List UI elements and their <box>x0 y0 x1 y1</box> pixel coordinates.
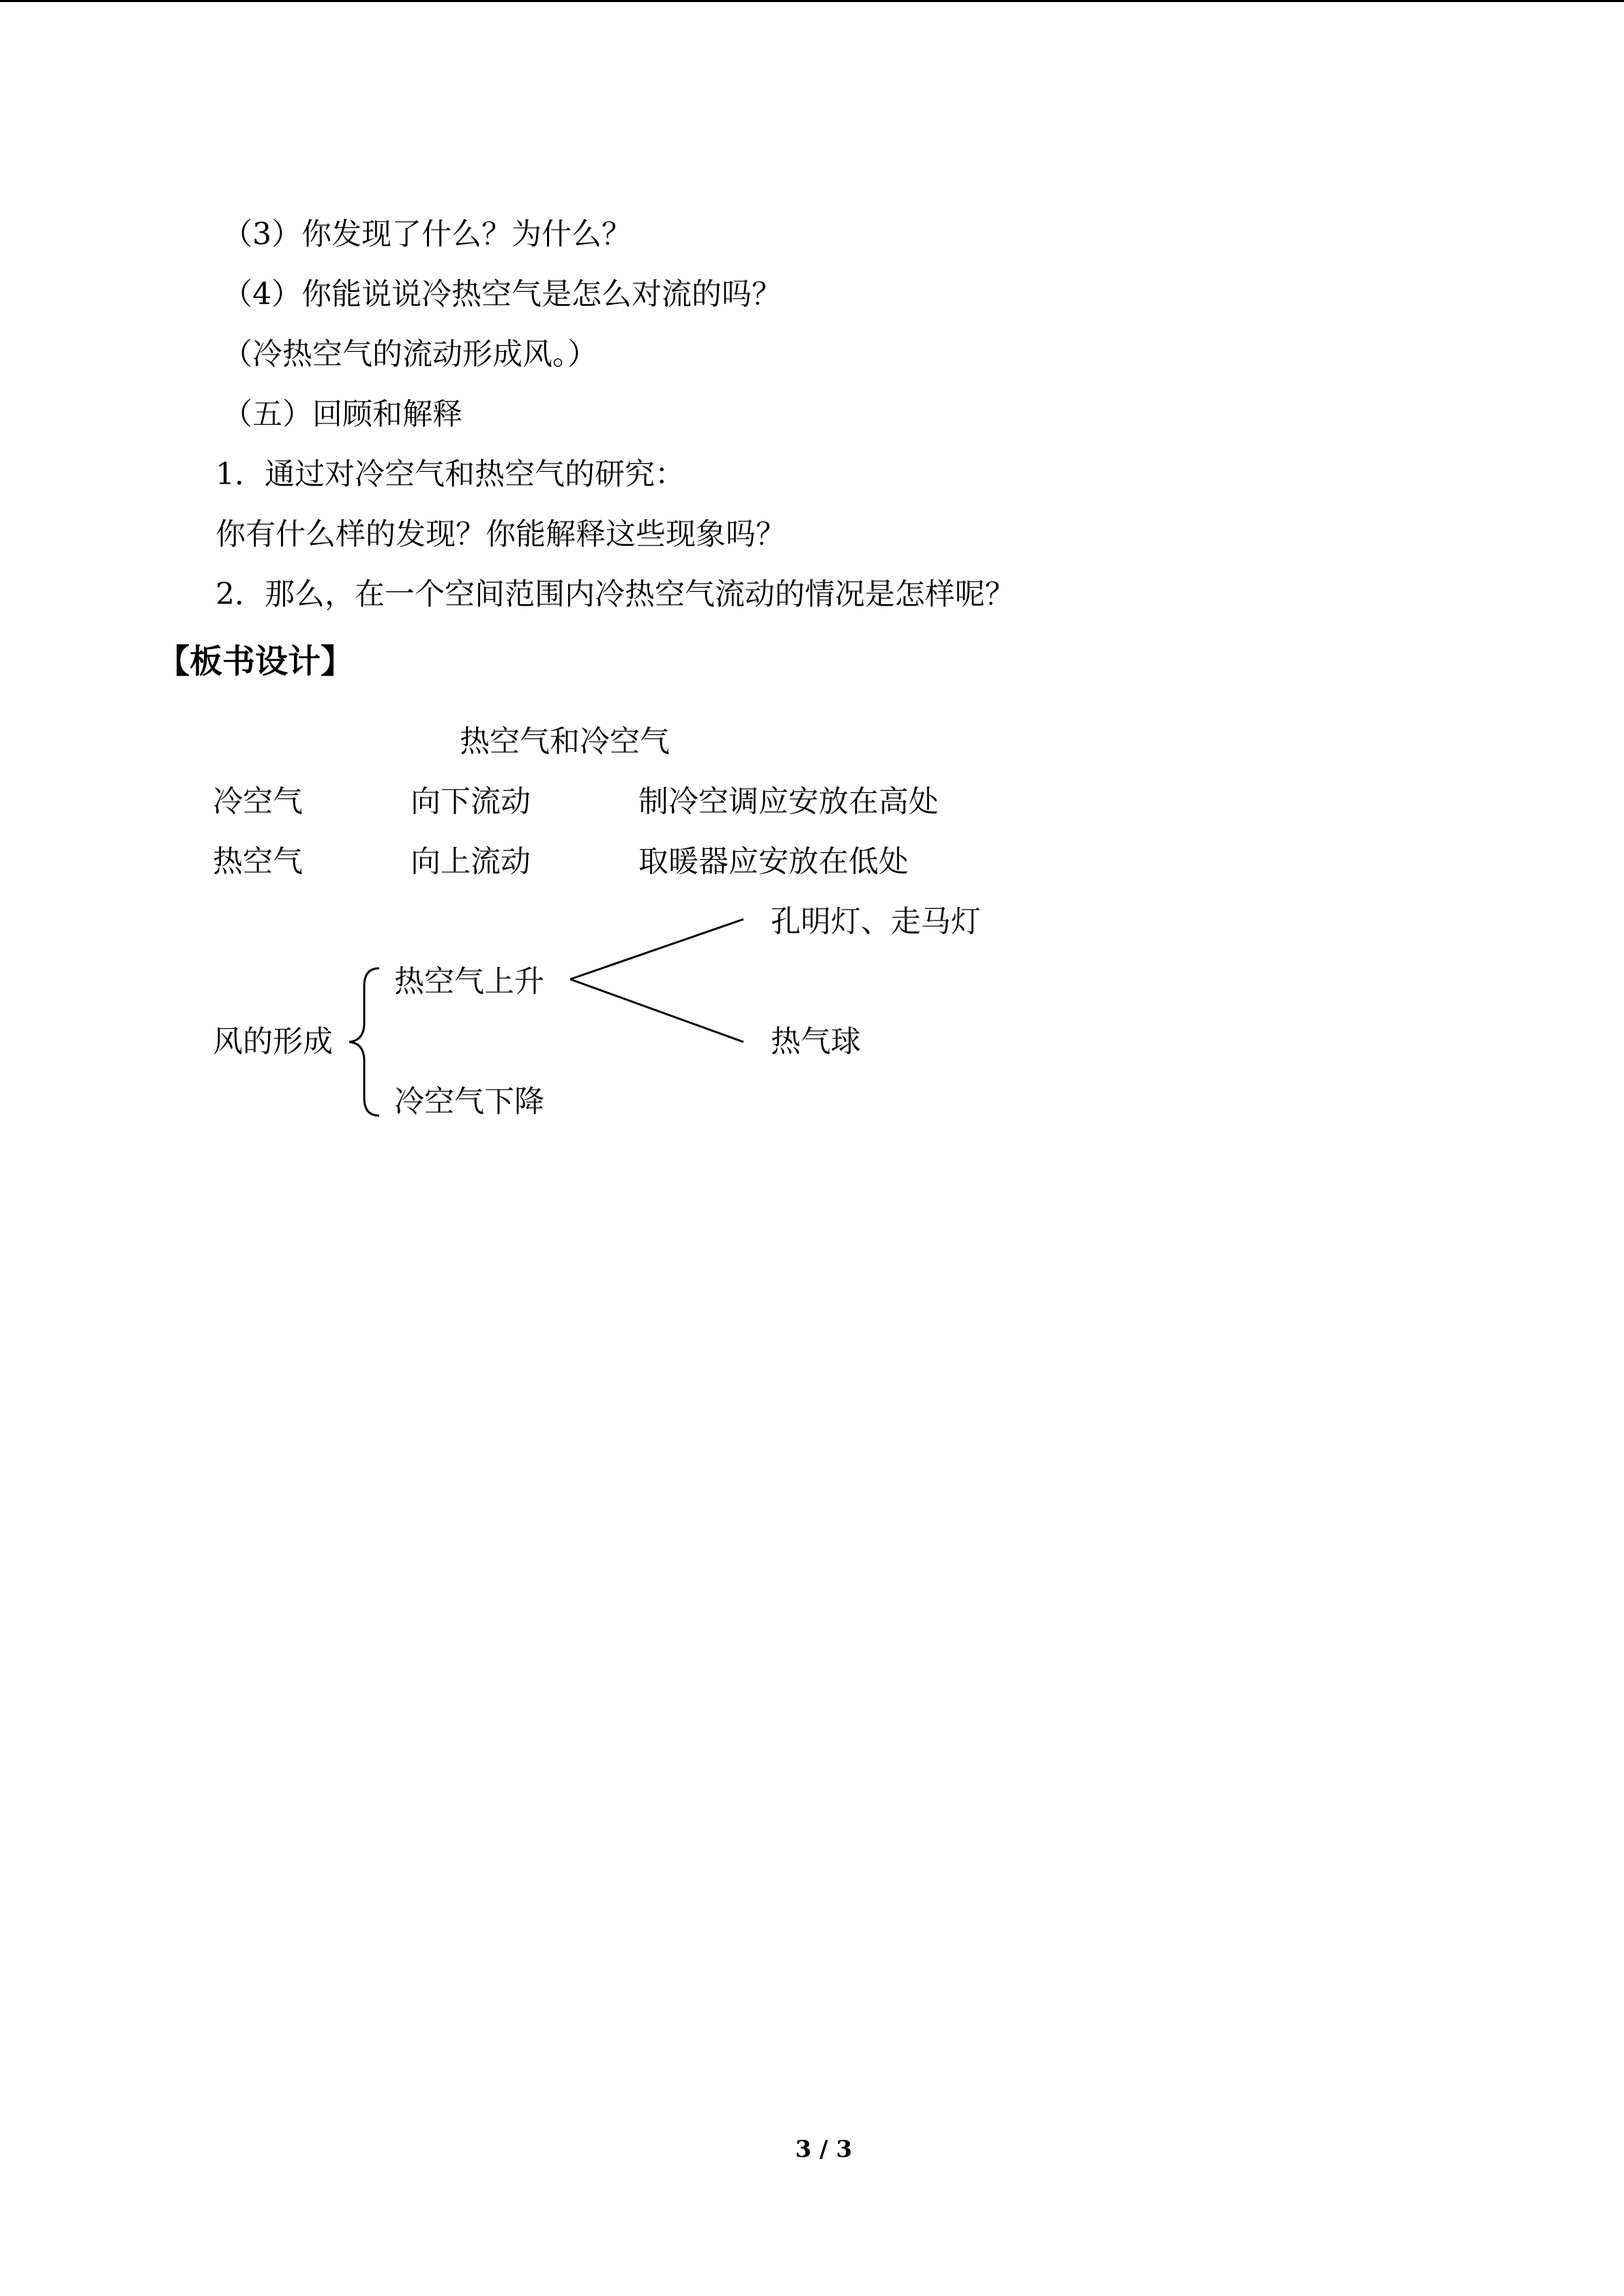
curly-brace <box>349 968 379 1116</box>
row2-col1: 热空气 <box>213 844 303 879</box>
row2-col2: 向上流动 <box>411 844 531 879</box>
wind-lower-label: 冷空气下降 <box>394 1084 544 1119</box>
branch-bottom-label: 热气球 <box>771 1024 861 1059</box>
row2-col3: 取暖器应安放在低处 <box>638 844 909 879</box>
wind-formation-label: 风的形成 <box>213 1024 333 1059</box>
board-design-heading: 【板书设计】 <box>157 642 354 681</box>
page-top-border <box>0 0 1624 2</box>
item-1: 1．通过对冷空气和热空气的研究： <box>216 457 685 492</box>
row1-col1: 冷空气 <box>213 784 303 819</box>
item-1-subtext: 你有什么样的发现？你能解释这些现象吗？ <box>216 517 786 552</box>
item-2: 2．那么，在一个空间范围内冷热空气流动的情况是怎样呢？ <box>216 577 1015 612</box>
branch-line-top <box>570 919 743 979</box>
section-5-heading: （五）回顾和解释 <box>222 397 462 432</box>
branch-line-bottom <box>570 979 743 1042</box>
row1-col2: 向下流动 <box>411 784 531 819</box>
page-number: 3 / 3 <box>795 2136 853 2163</box>
branch-top-label: 孔明灯、走马灯 <box>771 904 981 939</box>
row1-col3: 制冷空调应安放在高处 <box>638 784 939 819</box>
wind-upper-label: 热空气上升 <box>394 964 544 999</box>
question-3: （3）你发现了什么？为什么？ <box>222 217 632 252</box>
board-title: 热空气和冷空气 <box>460 724 670 759</box>
note-text: （冷热空气的流动形成风。） <box>222 337 597 372</box>
question-4: （4）你能说说冷热空气是怎么对流的吗？ <box>222 277 782 312</box>
